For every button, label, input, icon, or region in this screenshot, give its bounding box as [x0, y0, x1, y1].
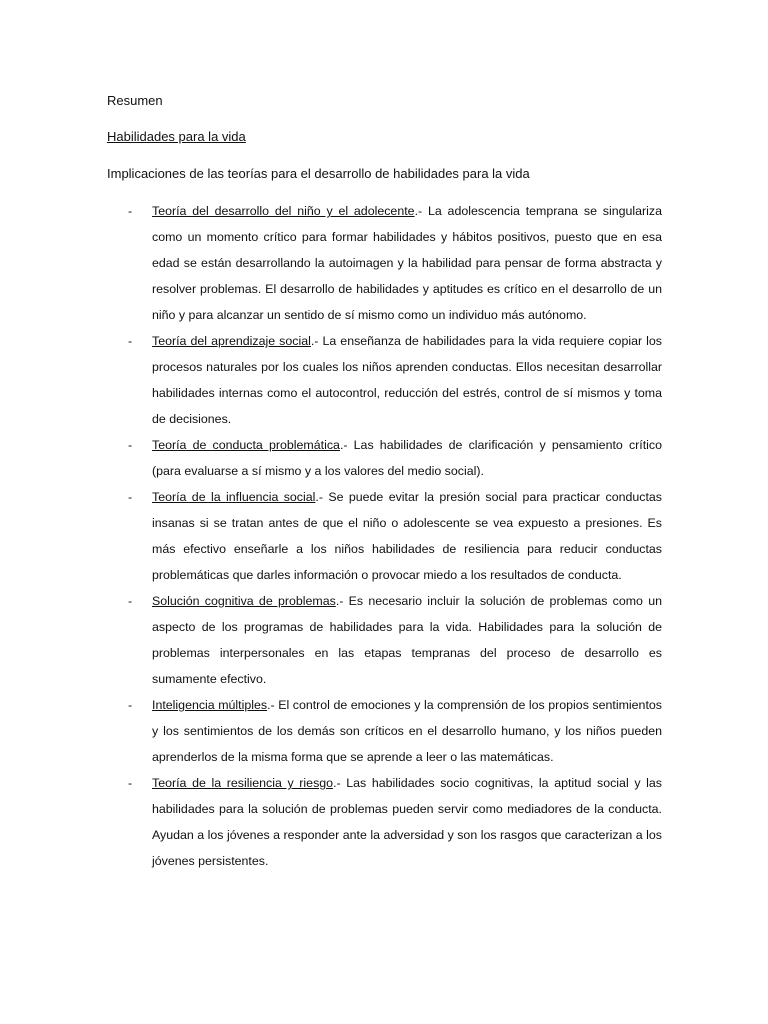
theory-text: .- Se puede evitar la presión social para practicar conductas insanas si se tratan antes de que el niño o adolescente se vea expuesto a presiones. Es más efectivo enseñarle a los niños habilidades de resiliencia para reducir conductas problemáticas que darles información o provocar miedo a los resultados de conducta.: [152, 490, 662, 582]
theory-list: [128, 198, 662, 874]
theory-term: Teoría de conducta problemática: [152, 438, 340, 452]
bullet-dash: -: [128, 776, 133, 790]
theory-text: .- Las habilidades socio cognitivas, la aptitud social y las habilidades para la solución de problemas pueden servir como mediadores de la conducta. Ayudan a los jóvenes a responder ante la adversidad y son los rasgos que caracterizan a los jóvenes persistentes.: [152, 776, 662, 868]
bullet-dash: -: [128, 594, 133, 608]
theory-text: .- El control de emociones y la comprensión de los propios sentimientos y los sentimientos de los demás son críticos en el desarrollo humano, y los niños pueden aprenderlos de la misma forma que se aprende a leer o las matemáticas.: [152, 698, 662, 764]
bullet-dash: -: [128, 334, 133, 348]
bullet-dash: -: [128, 698, 133, 712]
bullet-dash: -: [128, 438, 133, 452]
theory-text: .- La adolescencia temprana se singulariza como un momento crítico para formar habilidades y hábitos positivos, puesto que en esa edad se están desarrollando la autoimagen y la habilidad para pensar de forma abstracta y resolver problemas. El desarrollo de habilidades y aptitudes es crítico en el desarrollo de un niño y para alcanzar un sentido de sí mismo como un individuo más autónomo.: [152, 204, 663, 322]
document-title: Habilidades para la vida: [107, 129, 246, 144]
list-item: [128, 432, 662, 484]
theory-text: .- Las habilidades de clarificación y pensamiento crítico (para evaluarse a sí mismo y a los valores del medio social).: [152, 438, 662, 478]
theory-text: .- Es necesario incluir la solución de problemas como un aspecto de los programas de habilidades para la vida. Habilidades para la solución de problemas interpersonales en las etapas tempranas del proceso de desarrollo es sumamente efectivo.: [152, 594, 662, 686]
theory-term: Solución cognitiva de problemas: [152, 594, 336, 608]
list-item: [128, 770, 662, 874]
document-subtitle: Implicaciones de las teorías para el desarrollo de habilidades para la vida: [107, 166, 530, 181]
list-item: [128, 692, 662, 770]
theory-term: Teoría de la influencia social: [152, 490, 316, 504]
theory-term: Teoría del aprendizaje social: [152, 334, 311, 348]
list-item: [128, 328, 662, 432]
theory-term: Teoría de la resiliencia y riesgo: [152, 776, 334, 790]
list-item: [128, 588, 662, 692]
list-item: [128, 198, 662, 328]
bullet-dash: -: [128, 204, 133, 218]
bullet-dash: -: [128, 490, 133, 504]
theory-term: Teoría del desarrollo del niño y el adolecente: [152, 204, 415, 218]
list-item: [128, 484, 662, 588]
theory-text: .- La enseñanza de habilidades para la vida requiere copiar los procesos naturales por los cuales los niños aprenden conductas. Ellos necesitan desarrollar habilidades internas como el autocontrol, reducción del estrés, control de sí mismos y toma de decisiones.: [152, 334, 662, 426]
theory-term: Inteligencia múltiples: [152, 698, 268, 712]
heading-resumen: Resumen: [107, 93, 163, 108]
